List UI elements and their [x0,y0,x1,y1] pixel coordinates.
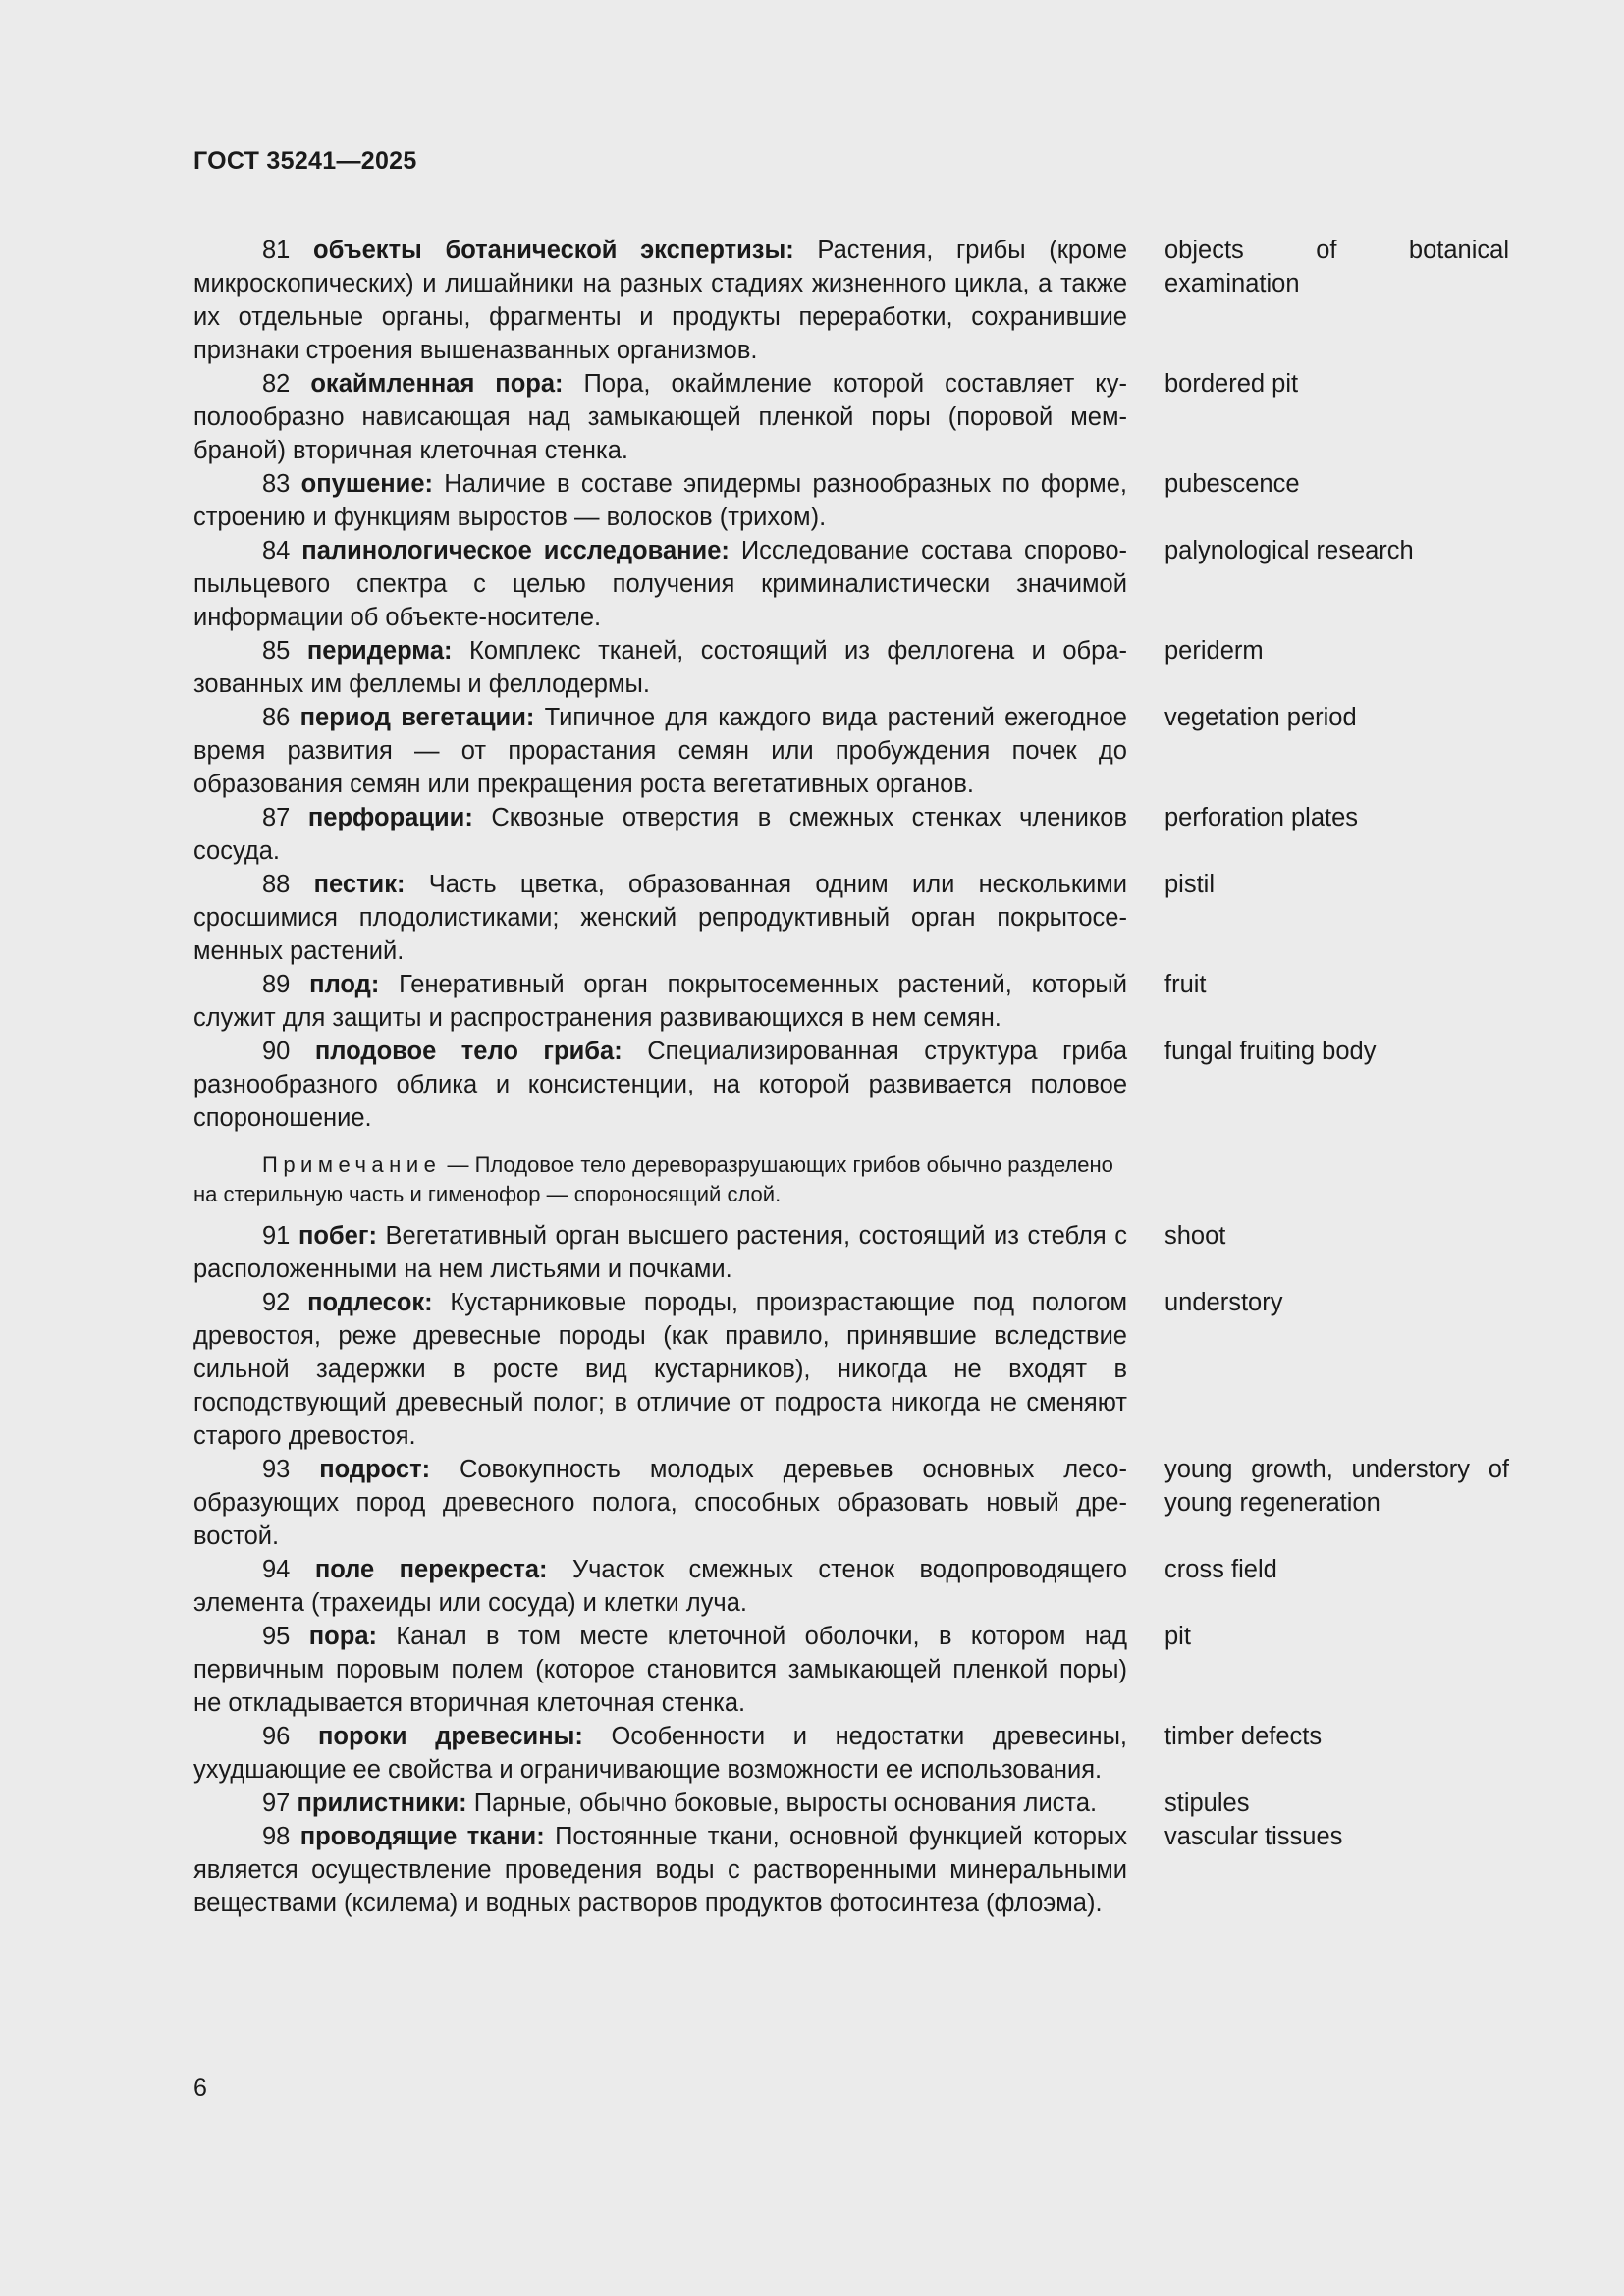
term-definition-text: Типичное для каждого вида растений ежегодное время развития — от прорастания семян или пробуждения почек до образования семян или прекращения роста вегетативных органов. [193,704,1127,798]
term-name: опушение: [300,470,434,498]
term-number: 96 [262,1723,291,1750]
term-number: 86 [262,704,291,731]
page-number: 6 [193,2074,207,2102]
term-number: 89 [262,971,291,998]
term-english: timber defects [1164,1723,1323,1750]
term-english: shoot [1164,1222,1226,1250]
term-definition-text: Растения, грибы (кроме микроскопических) и лишайники на разных стадиях жизненного цикла, а также их отдельные органы, фрагменты и продукты переработки, сохранившие признаки строения вышеназванных организмов. [193,237,1127,364]
term-english: bordered pit [1164,370,1299,398]
term-entry [193,968,1509,1035]
term-entry [193,1286,1509,1453]
note-text: — Плодовое тело дереворазрушающих грибов обычно разделено на стерильную часть и гименофор — спороносящий слой. [193,1152,1113,1206]
term-english: understory [1164,1289,1283,1316]
term-definition-ru [193,1787,1127,1820]
term-english: pistil [1164,871,1216,898]
term-name: пора: [308,1623,377,1650]
term-definition-ru [193,868,1127,968]
term-name: побег: [298,1222,377,1250]
note [193,1150,1127,1209]
term-entry [193,1620,1509,1720]
term-definition-text: Кустарниковые породы, произрастающие под пологом древостоя, реже древесные породы (как правило, принявшие вследствие сильной задержки в росте вид кустарников), никогда не входят в господствующий древесный полог; в отличие от подроста никогда не сменяют старого древостоя. [193,1289,1127,1450]
term-entry [193,1820,1509,1920]
term-definition-ru [193,634,1127,701]
term-name: проводящие ткани: [299,1823,545,1850]
term-definition-text: Специализированная структура гриба разнообразного облика и консистенции, на которой развивается половое спороношение. [193,1038,1128,1132]
term-name: подрост: [319,1456,431,1483]
term-entry [193,367,1509,467]
term-english: stipules [1164,1789,1250,1817]
term-number: 93 [262,1456,291,1483]
term-english: perforation plates [1164,804,1359,831]
term-english: fruit [1164,971,1207,998]
terms-list [193,234,1509,1920]
document-header: ГОСТ 35241—2025 [193,147,417,175]
term-definition-text: Участок смежных стенок водопроводящего элемента (трахеиды или сосуда) и клетки луча. [193,1556,1127,1617]
term-english: vascular tissues [1164,1823,1343,1850]
term-definition-ru [193,467,1127,534]
term-name: прилистники: [297,1789,467,1817]
note-label: Примечание [262,1152,442,1177]
term-name: период вегетации: [299,704,535,731]
term-definition-ru [193,1035,1127,1135]
term-definition-ru [193,1620,1127,1720]
term-entry [193,1553,1509,1620]
term-definition-text: Совокупность молодых деревьев основных лесообразующих пород древесного полога, способных образовать новый древостой. [193,1456,1127,1550]
term-english: objects of botanical examination [1164,237,1509,297]
term-definition-text: Вегетативный орган высшего растения, состоящий из стебля с расположенными на нем листьями и почками. [193,1222,1127,1283]
term-english: young growth, understory of young regeneration [1164,1456,1509,1517]
term-name: плод: [309,971,380,998]
term-english: pubescence [1164,470,1300,498]
term-entry [193,1453,1509,1553]
term-entry [193,467,1509,534]
term-name: пестик: [313,871,406,898]
term-definition-ru [193,534,1127,634]
term-definition-ru [193,1553,1127,1620]
term-name: объекты ботанической экспертизы: [313,237,794,264]
term-number: 85 [262,637,291,665]
term-english: fungal fruiting body [1164,1038,1377,1065]
term-name: пороки древесины: [318,1723,583,1750]
term-definition-text: Генеративный орган покрытосеменных растений, который служит для защиты и распространения развивающихся в нем семян. [193,971,1127,1032]
term-entry [193,1787,1509,1820]
term-number: 97 [262,1789,291,1817]
term-definition-text: Исследование состава спорово-пыльцевого спектра с целью получения криминалистически значимой информации об объекте-носителе. [193,537,1127,631]
term-number: 84 [262,537,291,564]
term-definition-ru [193,1286,1127,1453]
term-definition-text: Наличие в составе эпидермы разнообразных по форме, строению и функциям выростов — волосков (трихом). [193,470,1127,531]
term-english: vegetation period [1164,704,1357,731]
term-entry [193,1219,1509,1286]
term-definition-text: Особенности и недостатки древесины, ухудшающие ее свойства и ограничивающие возможности ее использования. [193,1723,1127,1784]
term-name: палинологическое исследование: [301,537,730,564]
term-entry [193,868,1509,968]
term-entry [193,1035,1509,1135]
term-entry [193,534,1509,634]
term-definition-text: Канал в том месте клеточной оболочки, в котором над первичным поровым полем (которое становится замыкающей пленкой поры) не откладывается вторичная клеточная стенка. [193,1623,1127,1717]
term-name: подлесок: [307,1289,433,1316]
term-name: поле перекреста: [314,1556,548,1583]
term-english: cross field [1164,1556,1277,1583]
term-number: 95 [262,1623,291,1650]
term-entry [193,1720,1509,1787]
term-english: periderm [1164,637,1264,665]
term-name: окаймленная пора: [310,370,564,398]
term-entry [193,801,1509,868]
terms-group-a [193,234,1509,1135]
term-entry [193,234,1509,367]
terms-group-b [193,1219,1509,1920]
term-entry [193,634,1509,701]
term-definition-ru [193,1820,1127,1920]
term-definition-text: Парные, обычно боковые, выросты основания листа. [473,1789,1098,1817]
term-number: 98 [262,1823,291,1850]
term-number: 83 [262,470,291,498]
term-number: 90 [262,1038,291,1065]
term-definition-ru [193,801,1127,868]
term-definition-text: Часть цветка, образованная одним или несколькими сросшимися плодолистиками; женский репродуктивный орган покрытосеменных растений. [193,871,1127,965]
term-number: 81 [262,237,291,264]
term-number: 88 [262,871,291,898]
term-english: palynological research [1164,537,1414,564]
term-definition-text: Сквозные отверстия в смежных стенках члеников сосуда. [193,804,1127,865]
term-definition-text: Комплекс тканей, состоящий из феллогена и образованных им феллемы и феллодермы. [193,637,1127,698]
term-definition-ru [193,1720,1127,1787]
term-name: плодовое тело гриба: [314,1038,623,1065]
term-english: pit [1164,1623,1191,1650]
term-number: 91 [262,1222,291,1250]
term-number: 87 [262,804,291,831]
term-name: перфорации: [307,804,473,831]
term-definition-ru [193,701,1127,801]
term-definition-ru [193,1219,1127,1286]
term-definition-ru [193,968,1127,1035]
term-name: перидерма: [306,637,453,665]
term-definition-ru [193,234,1127,367]
term-definition-text: Постоянные ткани, основной функцией которых является осуществление проведения воды с растворенными минеральными веществами (ксилема) и водных растворов продуктов фотосинтеза (флоэма). [193,1823,1127,1917]
term-number: 92 [262,1289,291,1316]
term-entry [193,701,1509,801]
term-number: 82 [262,370,291,398]
term-definition-ru [193,367,1127,467]
term-definition-ru [193,1453,1127,1553]
term-definition-text: Пора, окаймление которой составляет куполообразно нависающая над замыкающей пленкой поры (поровой мембраной) вторичная клеточная стенка. [193,370,1127,464]
term-number: 94 [262,1556,291,1583]
